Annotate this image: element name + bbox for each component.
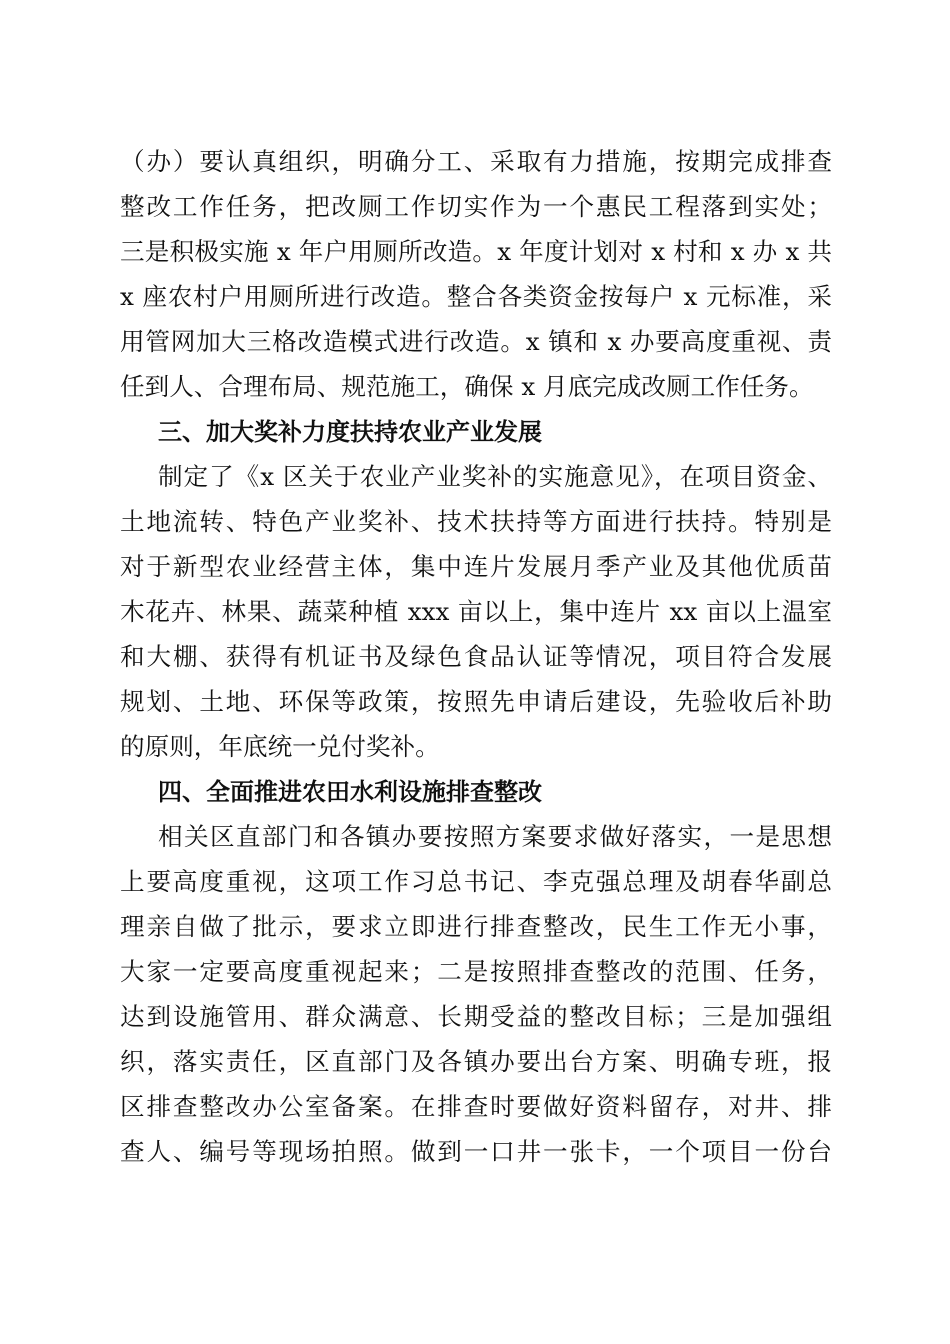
paragraph-line: 查人、编号等现场拍照。做到一口井一张卡，一个项目一份台: [120, 1137, 832, 1166]
paragraph-line: （办）要认真组织，明确分工、采取有力措施，按期完成排查: [120, 147, 832, 176]
paragraph-line: 理亲自做了批示，要求立即进行排查整改，民生工作无小事，: [120, 912, 832, 941]
paragraph-line: 规划、土地、环保等政策，按照先申请后建设，先验收后补助: [120, 687, 832, 716]
paragraph-line: 达到设施管用、群众满意、长期受益的整改目标；三是加强组: [120, 1002, 832, 1031]
paragraph-line: 大家一定要高度重视起来；二是按照排查整改的范围、任务，: [120, 957, 832, 986]
section-heading: 四、全面推进农田水利设施排查整改: [158, 778, 542, 806]
paragraph-line: 相关区直部门和各镇办要按照方案要求做好落实，一是思想: [158, 822, 832, 851]
paragraph-line: 木花卉、林果、蔬菜种植 xxx 亩以上，集中连片 xx 亩以上温室: [120, 597, 832, 626]
paragraph-line: 土地流转、特色产业奖补、技术扶持等方面进行扶持。特别是: [120, 507, 832, 536]
paragraph-line: 上要高度重视，这项工作习总书记、李克强总理及胡春华副总: [120, 867, 832, 896]
paragraph-line: 整改工作任务，把改厕工作切实作为一个惠民工程落到实处；: [120, 192, 832, 221]
paragraph-line: 对于新型农业经营主体，集中连片发展月季产业及其他优质苗: [120, 552, 832, 581]
paragraph-line: 的原则，年底统一兑付奖补。: [120, 732, 440, 761]
paragraph-line: 织，落实责任，区直部门及各镇办要出台方案、明确专班，报: [120, 1047, 832, 1076]
paragraph-line: 和大棚、获得有机证书及绿色食品认证等情况，项目符合发展: [120, 642, 832, 671]
section-heading: 三、加大奖补力度扶持农业产业发展: [158, 418, 542, 446]
paragraph-line: 三是积极实施 x 年户用厕所改造。x 年度计划对 x 村和 x 办 x 共: [120, 237, 832, 266]
paragraph-line: 区排查整改办公室备案。在排查时要做好资料留存，对井、排: [120, 1092, 832, 1121]
paragraph-line: 用管网加大三格改造模式进行改造。x 镇和 x 办要高度重视、责: [120, 327, 832, 356]
paragraph-line: 任到人、合理布局、规范施工，确保 x 月底完成改厕工作任务。: [120, 372, 814, 401]
paragraph-line: x 座农村户用厕所进行改造。整合各类资金按每户 x 元标准，采: [120, 282, 832, 311]
paragraph-line: 制定了《x 区关于农业产业奖补的实施意见》，在项目资金、: [158, 462, 832, 491]
